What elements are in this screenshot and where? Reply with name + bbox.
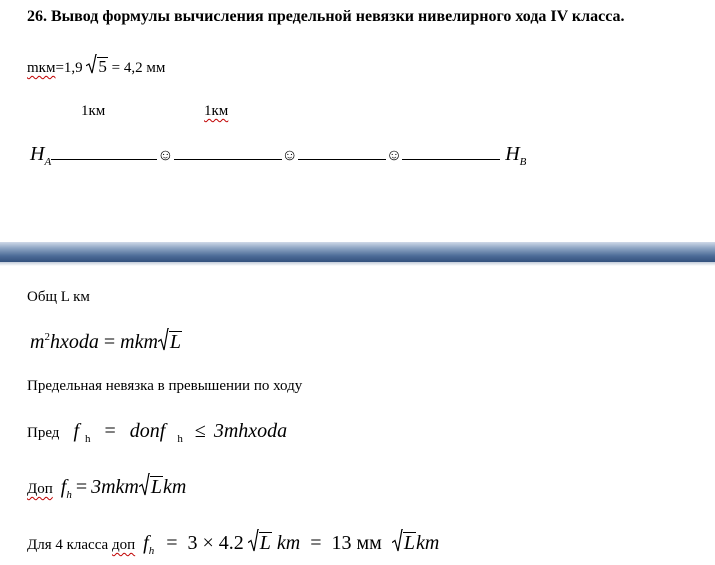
radical-icon <box>158 328 169 351</box>
sqrt-l: L <box>392 532 416 555</box>
total-length-label: Общ L км <box>27 289 90 305</box>
sqrt-l: L <box>139 476 163 499</box>
mkm-symbol: mкм <box>27 60 56 76</box>
equation-dop: Доп $f_h = 3mkm$ Lkm <box>27 476 186 501</box>
smiley-icon: ☺ <box>281 147 298 164</box>
radical-icon <box>248 529 259 552</box>
sqrt-five: 5 <box>86 57 108 77</box>
radical-icon <box>86 54 97 74</box>
smiley-icon: ☺ <box>157 147 174 164</box>
mkm-result: = 4,2 мм <box>111 60 166 76</box>
page-separator <box>0 242 715 262</box>
sqrt-l: L <box>158 331 182 354</box>
km-label-1: 1км <box>81 103 106 119</box>
radical-icon <box>139 473 150 496</box>
sqrt-l: L <box>248 532 272 555</box>
equation-pred: Пред f $_h$ = donf $_h$ ≤ 3mhxoda <box>27 420 288 445</box>
traverse-line <box>30 143 526 168</box>
equation-m2hxoda: $m^2hxoda$ = mkm L <box>30 331 182 354</box>
smiley-icon: ☺ <box>385 147 403 164</box>
km-label-2: 1км <box>204 103 229 119</box>
point-hb: $H_B$ <box>505 143 527 168</box>
mkm-coef: =1,9 <box>55 60 83 76</box>
formula-mkm <box>27 57 165 77</box>
limit-misclosure-text: Предельная невязка в превышении по ходу <box>27 378 303 394</box>
page-title: 26. Вывод формулы вычисления предельной невязки нивелирного хода IV класса. <box>27 8 625 25</box>
point-ha: $H_A$ <box>30 143 52 168</box>
equation-class4: Для 4 класса доп $f_h = 3 \times 4.2$ L km = 13 мм Lkm <box>27 532 439 557</box>
radical-icon <box>392 529 403 552</box>
